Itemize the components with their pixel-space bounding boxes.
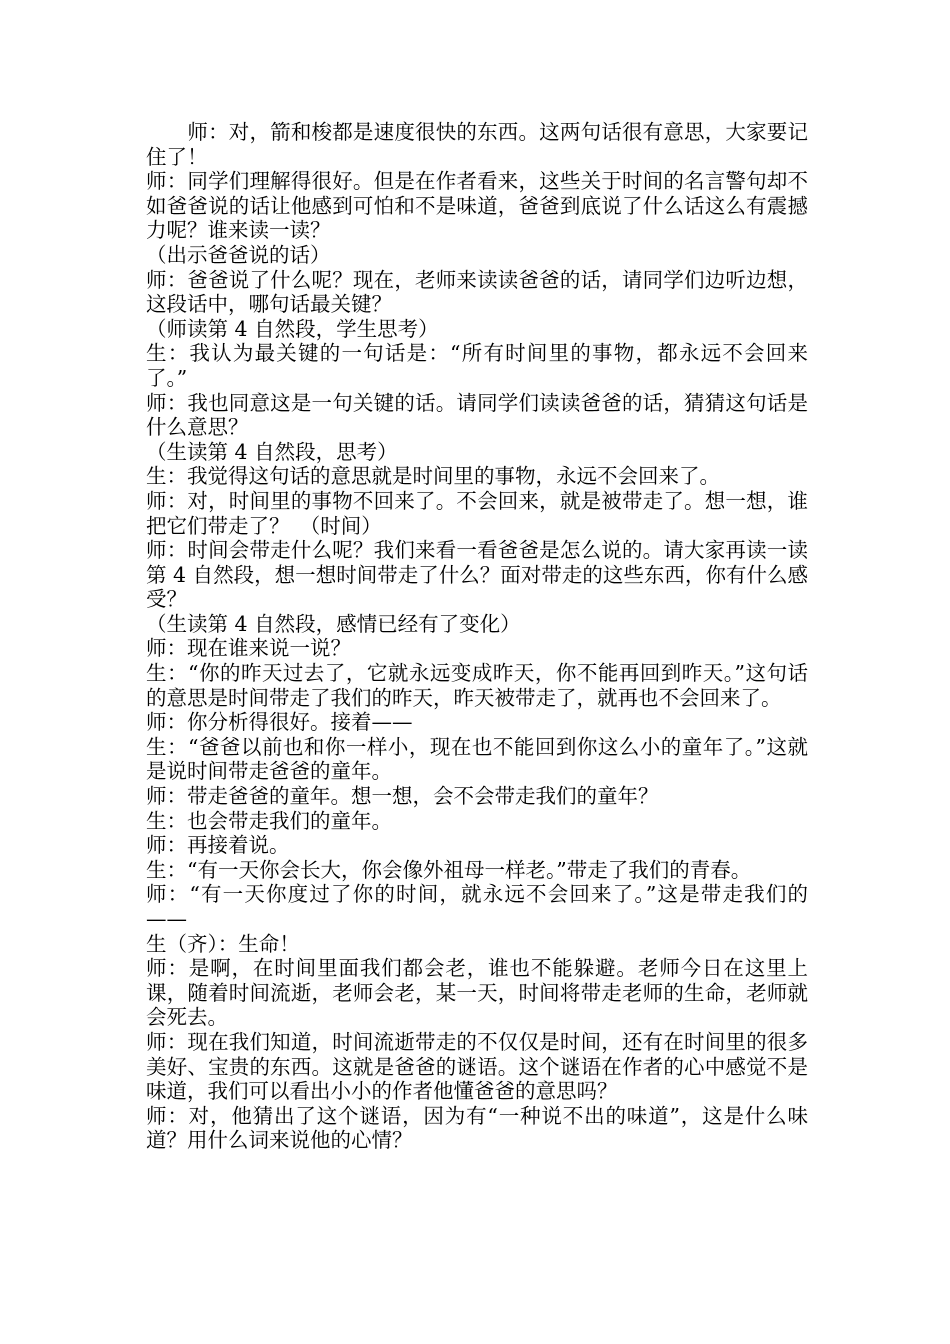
paragraph: 师：是啊，在时间里面我们都会老，谁也不能躲避。老师今日在这里上课，随着时间流逝，老师会老，某一天，时间将带走老师的生命，老师就会死去。 <box>146 956 808 1030</box>
paragraph: 师：现在我们知道，时间流逝带走的不仅仅是时间，还有在时间里的很多美好、宝贵的东西。这就是爸爸的谜语。这个谜语在作者的心中感觉不是味道，我们可以看出小小的作者他懂爸爸的意思吗？ <box>146 1029 808 1104</box>
document-page <box>146 120 808 1153</box>
paragraph: 师：对，时间里的事物不回来了。不会回来，就是被带走了。想一想，谁把它们带走了？ （时间） <box>146 488 808 538</box>
paragraph: （师读第 4 自然段，学生思考） <box>146 316 439 341</box>
paragraph: 师：我也同意这是一句关键的话。请同学们读读爸爸的话，猜猜这句话是什么意思？ <box>146 390 808 440</box>
paragraph: 师：爸爸说了什么呢？现在，老师来读读爸爸的话，请同学们边听边想，这段话中，哪句话最关键？ <box>146 267 808 317</box>
paragraph: 师：“有一天你度过了你的时间，就永远不会回来了。”这是带走我们的—— <box>146 882 808 931</box>
paragraph: 师：再接着说。 <box>146 833 290 858</box>
paragraph: 师：时间会带走什么呢？我们来看一看爸爸是怎么说的。请大家再读一读第 4 自然段，想一想时间带走了什么？面对带走的这些东西，你有什么感受？ <box>146 538 808 612</box>
paragraph: 师：你分析得很好。接着—— <box>146 710 413 735</box>
paragraph: 生（齐）：生命！ <box>146 931 300 956</box>
paragraph: 师：带走爸爸的童年。想一想，会不会带走我们的童年？ <box>146 784 659 809</box>
paragraph: 生：“有一天你会长大，你会像外祖母一样老。”带走了我们的青春。 <box>146 857 752 882</box>
paragraph: 师：同学们理解得很好。但是在作者看来，这些关于时间的名言警句却不如爸爸说的话让他感到可怕和不是味道，爸爸到底说了什么话这么有震撼力呢？谁来读一读？ <box>146 169 808 243</box>
paragraph: 生：“爸爸以前也和你一样小，现在也不能回到你这么小的童年了。”这就是说时间带走爸爸的童年。 <box>146 734 808 784</box>
paragraph: （生读第 4 自然段，思考） <box>146 439 398 464</box>
paragraph: 生：也会带走我们的童年。 <box>146 808 392 833</box>
paragraph: 师：对，箭和梭都是速度很快的东西。这两句话很有意思，大家要记住了！ <box>146 120 808 169</box>
paragraph: 生：我觉得这句话的意思就是时间里的事物，永远不会回来了。 <box>146 464 720 489</box>
paragraph: 生：“你的昨天过去了，它就永远变成昨天，你不能再回到昨天。”这句话的意思是时间带走了我们的昨天，昨天被带走了，就再也不会回来了。 <box>146 661 808 710</box>
paragraph: （出示爸爸说的话） <box>146 242 331 267</box>
paragraph: 师：对，他猜出了这个谜语，因为有“一种说不出的味道”，这是什么味道？用什么词来说他的心情？ <box>146 1103 808 1153</box>
paragraph: 生：我认为最关键的一句话是：“所有时间里的事物，都永远不会回来了。” <box>146 341 808 390</box>
paragraph: 师：现在谁来说一说？ <box>146 636 351 661</box>
paragraph: （生读第 4 自然段，感情已经有了变化） <box>146 611 521 636</box>
